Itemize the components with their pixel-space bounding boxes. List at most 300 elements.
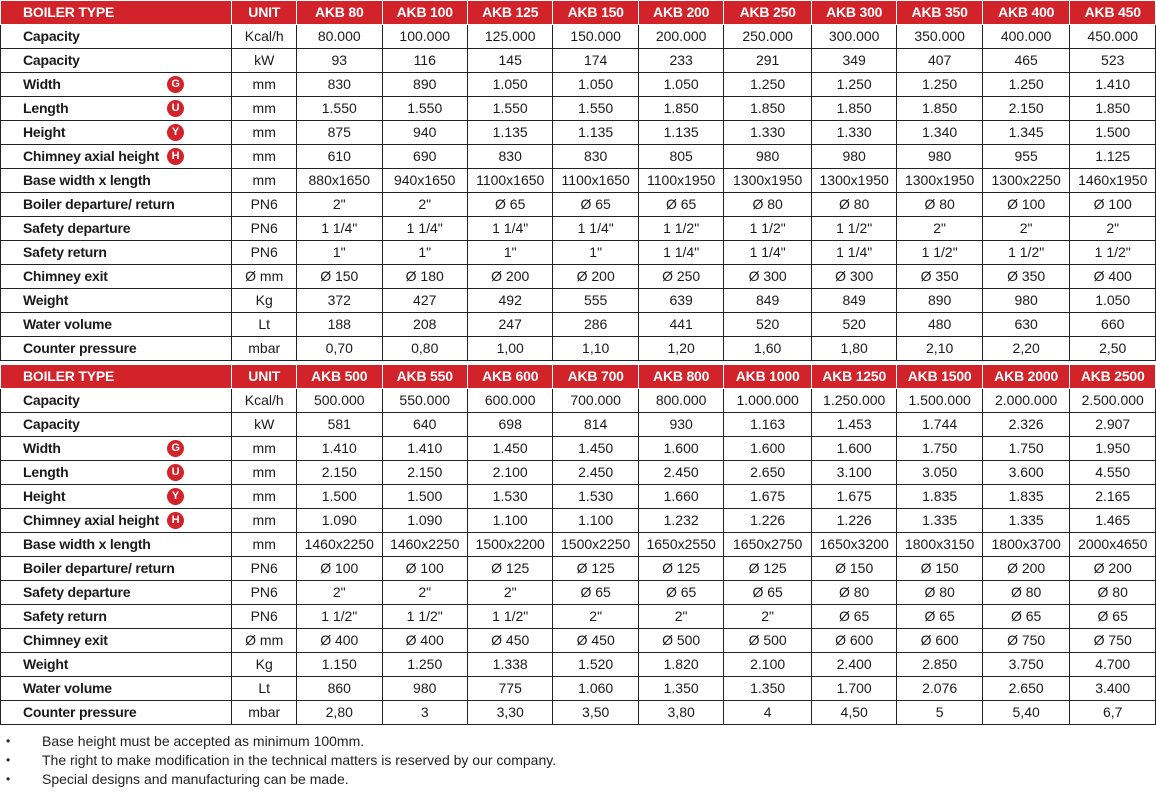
table-cell: Ø 65	[897, 605, 982, 629]
header-model: AKB 350	[897, 1, 982, 25]
table-cell: Ø 250	[638, 265, 723, 289]
table-cell: 1.660	[638, 485, 723, 509]
row-unit: Kcal/h	[232, 25, 297, 49]
notes-list	[0, 732, 1156, 789]
table-row	[1, 193, 1156, 217]
row-label	[1, 677, 232, 701]
table-cell: 1.100	[467, 509, 552, 533]
table-cell: 1.520	[553, 653, 638, 677]
table-cell: 2"	[724, 605, 812, 629]
table-row	[1, 677, 1156, 701]
table-cell: Ø 65	[1070, 605, 1156, 629]
header-model: AKB 250	[724, 1, 812, 25]
table-cell: 1.600	[724, 437, 812, 461]
table-row	[1, 461, 1156, 485]
table-row	[1, 121, 1156, 145]
table-cell: 890	[897, 289, 982, 313]
table-cell: 145	[467, 49, 552, 73]
table-cell: 2.100	[724, 653, 812, 677]
row-unit: mm	[232, 509, 297, 533]
table-cell: 233	[638, 49, 723, 73]
table-cell: 1.250.000	[811, 389, 896, 413]
table-cell: 555	[553, 289, 638, 313]
row-label-text: Height	[23, 124, 66, 140]
table-cell: 814	[553, 413, 638, 437]
table-cell: 1.330	[724, 121, 812, 145]
dimension-badge-icon: G	[167, 76, 184, 93]
table-row	[1, 241, 1156, 265]
table-cell: 600.000	[467, 389, 552, 413]
row-unit: Ø mm	[232, 629, 297, 653]
table-cell: 3.600	[982, 461, 1070, 485]
row-label	[1, 313, 232, 337]
table-cell: 188	[297, 313, 382, 337]
table-cell: Ø 125	[724, 557, 812, 581]
table-row	[1, 629, 1156, 653]
table-cell: 2"	[467, 581, 552, 605]
header-model: AKB 1000	[724, 365, 812, 389]
spec-table-1	[0, 0, 1156, 361]
row-label-text: Height	[23, 488, 66, 504]
table-row	[1, 217, 1156, 241]
table-cell: 1100x1950	[638, 169, 723, 193]
table-cell: 1.050	[1070, 289, 1156, 313]
row-label	[1, 25, 232, 49]
table-cell: 3	[382, 701, 467, 725]
row-label-text: Water volume	[23, 680, 112, 696]
table-cell: 1.550	[297, 97, 382, 121]
row-label	[1, 437, 232, 461]
table-cell: Ø 750	[982, 629, 1070, 653]
row-label-text: Boiler departure/ return	[23, 560, 175, 576]
dimension-badge-icon: G	[167, 440, 184, 457]
note-text: Base height must be accepted as minimum 100mm.	[42, 733, 365, 749]
table-cell: 2.076	[897, 677, 982, 701]
row-label-text: Base width x length	[23, 536, 151, 552]
header-model: AKB 600	[467, 365, 552, 389]
row-label	[1, 557, 232, 581]
table-cell: 980	[982, 289, 1070, 313]
table-cell: 2,80	[297, 701, 382, 725]
note-item	[0, 751, 1156, 770]
row-label	[1, 389, 232, 413]
table-cell: 940	[382, 121, 467, 145]
table-cell: 1.550	[382, 97, 467, 121]
header-model: AKB 1500	[897, 365, 982, 389]
table-cell: 1.150	[297, 653, 382, 677]
table-cell: 2.450	[553, 461, 638, 485]
row-label-text: Width	[23, 76, 61, 92]
table-cell: 100.000	[382, 25, 467, 49]
table-cell: 427	[382, 289, 467, 313]
row-label	[1, 97, 232, 121]
table-row	[1, 169, 1156, 193]
table-cell: 1100x1650	[467, 169, 552, 193]
table-cell: 630	[982, 313, 1070, 337]
table-cell: 1.250	[982, 73, 1070, 97]
table-cell: 1500x2250	[553, 533, 638, 557]
table-cell: 1.050	[638, 73, 723, 97]
table-cell: 1 1/2"	[467, 605, 552, 629]
table-cell: Ø 100	[382, 557, 467, 581]
table-cell: Ø 125	[638, 557, 723, 581]
table-cell: 1.050	[553, 73, 638, 97]
table-cell: 1.850	[1070, 97, 1156, 121]
table-cell: 3.400	[1070, 677, 1156, 701]
table-cell: Ø 65	[724, 581, 812, 605]
table-cell: 1.060	[553, 677, 638, 701]
table-cell: 5,40	[982, 701, 1070, 725]
row-unit: mbar	[232, 337, 297, 361]
table-cell: 441	[638, 313, 723, 337]
table-cell: 4	[724, 701, 812, 725]
row-unit: Lt	[232, 677, 297, 701]
table-cell: 930	[638, 413, 723, 437]
header-unit: UNIT	[232, 365, 297, 389]
row-unit: Kg	[232, 653, 297, 677]
table-cell: Ø 125	[553, 557, 638, 581]
table-cell: Ø 200	[553, 265, 638, 289]
table-cell: 2"	[297, 581, 382, 605]
table-cell: 3,50	[553, 701, 638, 725]
table-cell: 639	[638, 289, 723, 313]
table-cell: 550.000	[382, 389, 467, 413]
table-cell: 523	[1070, 49, 1156, 73]
header-model: AKB 400	[982, 1, 1070, 25]
table-cell: 830	[297, 73, 382, 97]
table-cell: Ø 450	[467, 629, 552, 653]
table-cell: 581	[297, 413, 382, 437]
table-cell: 5	[897, 701, 982, 725]
table-cell: 247	[467, 313, 552, 337]
row-label-text: Capacity	[23, 416, 80, 432]
row-label	[1, 461, 232, 485]
spec-table-2	[0, 364, 1156, 725]
table-cell: 150.000	[553, 25, 638, 49]
table-cell: 500.000	[297, 389, 382, 413]
table-cell: 860	[297, 677, 382, 701]
row-label	[1, 241, 232, 265]
table-cell: 1.163	[724, 413, 812, 437]
table-cell: 1 1/4"	[297, 217, 382, 241]
table-row	[1, 97, 1156, 121]
table-cell: 2.400	[811, 653, 896, 677]
table-cell: 1 1/4"	[811, 241, 896, 265]
table-cell: Ø 65	[638, 193, 723, 217]
table-cell: 1 1/4"	[467, 217, 552, 241]
table-row	[1, 653, 1156, 677]
table-cell: 450.000	[1070, 25, 1156, 49]
header-boiler-type: BOILER TYPE	[1, 365, 232, 389]
table-cell: 1.530	[553, 485, 638, 509]
table-cell: 1.465	[1070, 509, 1156, 533]
table-cell: Ø 65	[811, 605, 896, 629]
row-unit: kW	[232, 49, 297, 73]
header-model: AKB 550	[382, 365, 467, 389]
table-cell: Ø 150	[297, 265, 382, 289]
table-cell: 955	[982, 145, 1070, 169]
header-model: AKB 450	[1070, 1, 1156, 25]
table-cell: 2"	[382, 581, 467, 605]
table-cell: 1.410	[382, 437, 467, 461]
table-row	[1, 49, 1156, 73]
table-cell: 2.907	[1070, 413, 1156, 437]
header-model: AKB 2000	[982, 365, 1070, 389]
row-unit: mm	[232, 437, 297, 461]
table-cell: 116	[382, 49, 467, 73]
table-cell: 1300x2250	[982, 169, 1070, 193]
table-cell: Ø 600	[897, 629, 982, 653]
table-cell: Ø 400	[1070, 265, 1156, 289]
table-cell: 1 1/2"	[382, 605, 467, 629]
table-cell: 1.345	[982, 121, 1070, 145]
table-cell: 300.000	[811, 25, 896, 49]
row-unit: PN6	[232, 557, 297, 581]
table-cell: 1650x2550	[638, 533, 723, 557]
row-label	[1, 193, 232, 217]
table-cell: 1,00	[467, 337, 552, 361]
table-cell: 875	[297, 121, 382, 145]
table-cell: 2"	[982, 217, 1070, 241]
row-unit: mm	[232, 169, 297, 193]
table-cell: 250.000	[724, 25, 812, 49]
table-cell: 80.000	[297, 25, 382, 49]
table-cell: 93	[297, 49, 382, 73]
table-cell: 2.165	[1070, 485, 1156, 509]
table-cell: Ø 150	[811, 557, 896, 581]
table-cell: 1.090	[382, 509, 467, 533]
row-label-text: Base width x length	[23, 172, 151, 188]
table-row	[1, 25, 1156, 49]
row-unit: mm	[232, 533, 297, 557]
row-unit: mm	[232, 145, 297, 169]
table-cell: 800.000	[638, 389, 723, 413]
table-cell: Ø 65	[553, 193, 638, 217]
table-cell: 849	[724, 289, 812, 313]
row-label-text: Counter pressure	[23, 704, 137, 720]
table-cell: 1.090	[297, 509, 382, 533]
dimension-badge-icon: H	[167, 512, 184, 529]
table-cell: 1.500	[382, 485, 467, 509]
row-label-text: Length	[23, 100, 69, 116]
row-label	[1, 289, 232, 313]
table-cell: 1460x2250	[382, 533, 467, 557]
row-unit: mm	[232, 461, 297, 485]
table-cell: 1 1/2"	[297, 605, 382, 629]
table-cell: 1800x3700	[982, 533, 1070, 557]
table-cell: 465	[982, 49, 1070, 73]
table-cell: 2"	[638, 605, 723, 629]
table-cell: 1.675	[811, 485, 896, 509]
table-cell: 1.335	[982, 509, 1070, 533]
row-label-text: Safety return	[23, 244, 107, 260]
table-row	[1, 413, 1156, 437]
dimension-badge-icon: U	[167, 464, 184, 481]
table-cell: 1.226	[811, 509, 896, 533]
table-cell: 1.850	[897, 97, 982, 121]
table-cell: 1 1/4"	[724, 241, 812, 265]
table-cell: 2"	[382, 193, 467, 217]
row-label	[1, 49, 232, 73]
table-cell: Ø 350	[982, 265, 1070, 289]
table-cell: Ø 100	[982, 193, 1070, 217]
table-cell: 1"	[467, 241, 552, 265]
row-label-text: Weight	[23, 656, 69, 672]
table-cell: 1460x1950	[1070, 169, 1156, 193]
table-cell: 1.600	[811, 437, 896, 461]
dimension-badge-icon: Y	[167, 124, 184, 141]
table-cell: 372	[297, 289, 382, 313]
row-label	[1, 701, 232, 725]
table-cell: 4.550	[1070, 461, 1156, 485]
table-cell: Ø 100	[1070, 193, 1156, 217]
table-cell: Ø 350	[897, 265, 982, 289]
table-cell: 1.100	[553, 509, 638, 533]
header-model: AKB 300	[811, 1, 896, 25]
row-label-text: Chimney exit	[23, 632, 108, 648]
note-item	[0, 732, 1156, 751]
table-cell: 1.700	[811, 677, 896, 701]
note-item	[0, 770, 1156, 789]
table-cell: 698	[467, 413, 552, 437]
row-unit: Lt	[232, 313, 297, 337]
table-cell: 2,50	[1070, 337, 1156, 361]
table-cell: 1.350	[638, 677, 723, 701]
table-cell: 1,10	[553, 337, 638, 361]
table-cell: Ø 180	[382, 265, 467, 289]
table-cell: 350.000	[897, 25, 982, 49]
row-label	[1, 217, 232, 241]
table-cell: 2,20	[982, 337, 1070, 361]
table-cell: 1.675	[724, 485, 812, 509]
table-cell: 2.326	[982, 413, 1070, 437]
table-row	[1, 145, 1156, 169]
row-unit: kW	[232, 413, 297, 437]
table-cell: 1 1/4"	[553, 217, 638, 241]
table-row	[1, 509, 1156, 533]
row-unit: PN6	[232, 241, 297, 265]
table-cell: 2.850	[897, 653, 982, 677]
table-cell: Ø 600	[811, 629, 896, 653]
row-unit: mm	[232, 73, 297, 97]
table-cell: 1 1/2"	[638, 217, 723, 241]
table-cell: Ø 200	[982, 557, 1070, 581]
table-cell: 1.232	[638, 509, 723, 533]
table-cell: 1.000.000	[724, 389, 812, 413]
table-cell: 2"	[553, 605, 638, 629]
row-unit: mm	[232, 97, 297, 121]
table-cell: 1500x2200	[467, 533, 552, 557]
row-unit: mm	[232, 121, 297, 145]
row-label-text: Capacity	[23, 28, 80, 44]
table-cell: 3,80	[638, 701, 723, 725]
table-cell: 1 1/2"	[897, 241, 982, 265]
table-cell: 3.050	[897, 461, 982, 485]
table-cell: Ø 400	[382, 629, 467, 653]
table-cell: Ø 80	[982, 581, 1070, 605]
table-cell: 1.750	[982, 437, 1070, 461]
table-cell: 1.550	[467, 97, 552, 121]
table-cell: Ø 750	[1070, 629, 1156, 653]
row-label-text: Safety return	[23, 608, 107, 624]
table-cell: 2.150	[382, 461, 467, 485]
table-cell: 1300x1950	[897, 169, 982, 193]
dimension-badge-icon: Y	[167, 488, 184, 505]
table-cell: 1.250	[897, 73, 982, 97]
row-label-text: Weight	[23, 292, 69, 308]
table-cell: 200.000	[638, 25, 723, 49]
bullet-icon: •	[6, 772, 11, 786]
table-cell: 520	[724, 313, 812, 337]
table-cell: 1"	[553, 241, 638, 265]
table-cell: Ø 80	[811, 193, 896, 217]
row-unit: Ø mm	[232, 265, 297, 289]
table-cell: 1.250	[382, 653, 467, 677]
table-cell: Ø 80	[811, 581, 896, 605]
table-cell: 2.100	[467, 461, 552, 485]
table-cell: 2.000.000	[982, 389, 1070, 413]
table-cell: 400.000	[982, 25, 1070, 49]
table-cell: 1.744	[897, 413, 982, 437]
table-cell: Ø 65	[638, 581, 723, 605]
row-label-text: Boiler departure/ return	[23, 196, 175, 212]
table-cell: 4.700	[1070, 653, 1156, 677]
table-cell: 940x1650	[382, 169, 467, 193]
table-cell: 2,10	[897, 337, 982, 361]
table-cell: 1,60	[724, 337, 812, 361]
row-label-text: Length	[23, 464, 69, 480]
row-unit: mbar	[232, 701, 297, 725]
table-row	[1, 437, 1156, 461]
table-cell: 1.750	[897, 437, 982, 461]
table-cell: 830	[553, 145, 638, 169]
row-unit: mm	[232, 485, 297, 509]
row-unit: Kg	[232, 289, 297, 313]
table-cell: 660	[1070, 313, 1156, 337]
table-cell: 2.150	[297, 461, 382, 485]
table-cell: 1.250	[811, 73, 896, 97]
table-cell: 1.135	[638, 121, 723, 145]
table-cell: 1"	[297, 241, 382, 265]
table-row	[1, 701, 1156, 725]
row-label-text: Water volume	[23, 316, 112, 332]
table-cell: 1.835	[897, 485, 982, 509]
table-cell: 4,50	[811, 701, 896, 725]
header-model: AKB 150	[553, 1, 638, 25]
table-cell: 1.250	[724, 73, 812, 97]
table-cell: 1460x2250	[297, 533, 382, 557]
row-label	[1, 509, 232, 533]
row-label	[1, 169, 232, 193]
table-cell: 1.450	[467, 437, 552, 461]
row-unit: PN6	[232, 605, 297, 629]
table-cell: 3.100	[811, 461, 896, 485]
table-cell: 520	[811, 313, 896, 337]
table-cell: 492	[467, 289, 552, 313]
row-label	[1, 145, 232, 169]
table-cell: 2.150	[982, 97, 1070, 121]
table-cell: 349	[811, 49, 896, 73]
table-cell: 1.500	[297, 485, 382, 509]
table-cell: Ø 300	[724, 265, 812, 289]
table-cell: Ø 80	[1070, 581, 1156, 605]
table-cell: 1 1/2"	[982, 241, 1070, 265]
table-cell: 1.450	[553, 437, 638, 461]
table-row	[1, 389, 1156, 413]
table-cell: 1.850	[811, 97, 896, 121]
row-label-text: Capacity	[23, 52, 80, 68]
table-row	[1, 605, 1156, 629]
